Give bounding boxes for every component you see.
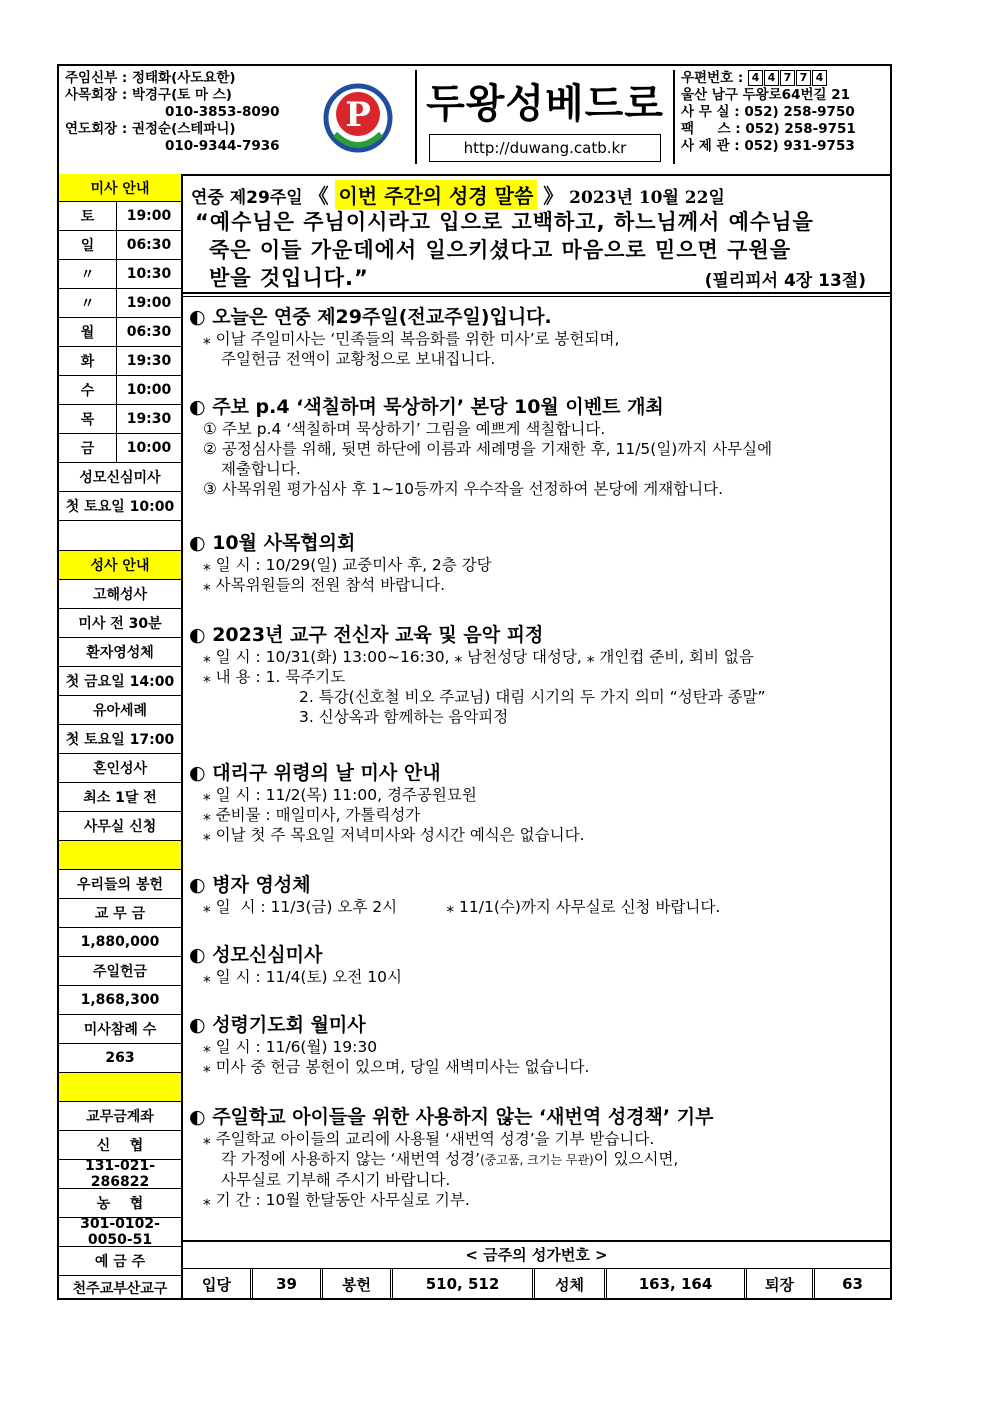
recessional-number: 63 bbox=[842, 1275, 863, 1293]
parish-fee-label: 교 무 금 bbox=[59, 899, 181, 928]
notice-line: ① 주보 p.4 ‘색칠하며 묵상하기’ 그림을 예쁘게 색칠합니다. bbox=[203, 420, 606, 438]
verse-bracket-right: 》 bbox=[543, 184, 564, 208]
mary-mass-time: 첫 토요일 10:00 bbox=[59, 492, 181, 521]
notice-line: ⁎ 미사 중 헌금 봉헌이 있으며, 당일 새벽미사는 없습니다. bbox=[203, 1058, 590, 1076]
notice-line: ⁎ 일 시 : 11/3(금) 오후 2시 ⁎ 11/1(수)까지 사무실로 신청 바랍니다. bbox=[203, 898, 721, 916]
parish-logo-icon bbox=[321, 76, 395, 160]
offering-title: 우리들의 봉헌 bbox=[59, 870, 181, 899]
notice-title: ◐ 병자 영성체 bbox=[189, 874, 311, 896]
memorial-president-phone: 010-9344-7936 bbox=[165, 138, 280, 154]
entrance-label: 입당 bbox=[183, 1268, 253, 1300]
verse-line: “예수님은 주님이시라고 입으로 고백하고, 하느님께서 예수님을 bbox=[195, 210, 814, 234]
confession-time: 미사 전 30분 bbox=[59, 609, 181, 638]
notice-item bbox=[189, 870, 885, 917]
verse-heading bbox=[191, 180, 725, 209]
notice-line: ⁎ 내 용 : 1. 묵주기도 bbox=[203, 668, 346, 686]
hymn-title: < 금주의 성가번호 > bbox=[183, 1240, 890, 1269]
postcode-digit: 7 bbox=[796, 70, 811, 86]
notice-item bbox=[189, 302, 885, 369]
notice-line: ⁎ 일 시 : 11/4(토) 오전 10시 bbox=[203, 968, 402, 986]
notice-title: ◐ 주보 p.4 ‘색칠하며 묵상하기’ 본당 10월 이벤트 개최 bbox=[189, 396, 664, 418]
fax-number: 팩 스 : 052) 258-9751 bbox=[681, 121, 856, 137]
mass-time-row: 〃 10:30 bbox=[59, 260, 181, 289]
notice-line bbox=[189, 1149, 885, 1170]
spacer-row bbox=[59, 521, 181, 551]
notice-line: ⁎ 이날 첫 주 목요일 저녁미사와 성시간 예식은 없습니다. bbox=[203, 826, 585, 844]
account-holder-label: 예 금 주 bbox=[59, 1247, 181, 1276]
notice-title: ◐ 2023년 교구 전신자 교육 및 음악 피정 bbox=[189, 624, 544, 646]
notice-item bbox=[189, 528, 885, 595]
contact-info bbox=[681, 70, 856, 155]
spacer-row bbox=[59, 841, 181, 870]
memorial-president-label: 연도회장 : bbox=[65, 121, 128, 137]
wedding-time: 최소 1달 전 bbox=[59, 783, 181, 812]
spacer-row bbox=[59, 1073, 181, 1102]
notice-text: 각 가정에 사용하지 않는 ‘새번역 성경’ bbox=[221, 1150, 481, 1168]
sunday-offering-value: 1,868,300 bbox=[59, 986, 181, 1015]
hymn-section bbox=[183, 1236, 890, 1300]
bulletin-date: 2023년 10월 22일 bbox=[569, 188, 725, 208]
communion-number: 163, 164 bbox=[607, 1268, 747, 1300]
notice-line: 주일헌금 전액이 교황청으로 보내집니다. bbox=[221, 350, 496, 368]
memorial-president-name: 권정순(스테파니) bbox=[131, 121, 236, 137]
notice-item bbox=[189, 1102, 885, 1210]
hymn-row bbox=[183, 1268, 890, 1300]
offertory-number: 510, 512 bbox=[393, 1268, 535, 1300]
verse-title: 이번 주간의 성경 말씀 bbox=[335, 180, 538, 209]
bank2-account: 301-0102-0050-51 bbox=[59, 1218, 181, 1247]
notice-title: ◐ 성모신심미사 bbox=[189, 944, 323, 966]
account-title: 교무금계좌 bbox=[59, 1102, 181, 1131]
infant-baptism-time: 첫 토요일 17:00 bbox=[59, 725, 181, 754]
infant-baptism-label: 유아세례 bbox=[59, 696, 181, 725]
mass-time-row: 수 10:00 bbox=[59, 376, 181, 405]
notice-title: ◐ 10월 사목협의회 bbox=[189, 532, 356, 554]
sick-communion-time: 첫 금요일 14:00 bbox=[59, 667, 181, 696]
notice-line: 3. 신상옥과 함께하는 음악피정 bbox=[299, 708, 509, 726]
council-president-name: 박경구(토 마 스) bbox=[131, 87, 232, 103]
mass-time-row: 〃 19:00 bbox=[59, 289, 181, 318]
divider bbox=[183, 296, 890, 297]
mass-time-row: 토 19:00 bbox=[59, 202, 181, 231]
notice-line: ⁎ 일 시 : 11/2(목) 11:00, 경주공원묘원 bbox=[203, 786, 477, 804]
mass-time-row: 일 06:30 bbox=[59, 231, 181, 260]
staff-info bbox=[65, 70, 280, 155]
postcode-label: 우편번호 : bbox=[681, 70, 744, 86]
notice-line: ⁎ 이날 주일미사는 ‘민족들의 복음화를 위한 미사’로 봉헌되며, bbox=[203, 330, 620, 348]
sunday-offering-label: 주일헌금 bbox=[59, 957, 181, 986]
verse-reference: (필리피서 4장 13절) bbox=[704, 271, 866, 291]
verse-line: 죽은 이들 가운데에서 일으키셨다고 마음으로 믿으면 구원을 bbox=[209, 238, 792, 262]
communion-label: 성체 bbox=[535, 1268, 607, 1300]
bulletin-frame bbox=[57, 64, 892, 1300]
notice-line: ③ 사목위원 평가심사 후 1~10등까지 우수작을 선정하여 본당에 게재합니다. bbox=[203, 480, 724, 498]
postcode-digit: 4 bbox=[812, 70, 827, 86]
attendance-label: 미사참례 수 bbox=[59, 1015, 181, 1044]
title-box bbox=[415, 70, 675, 164]
notice-line: 제출합니다. bbox=[221, 460, 301, 478]
mass-time-row: 화 19:30 bbox=[59, 347, 181, 376]
notice-item bbox=[189, 758, 885, 845]
mass-time-row: 목 19:30 bbox=[59, 405, 181, 434]
council-president-label: 사목회장 : bbox=[65, 87, 128, 103]
notice-line: ⁎ 준비물 : 매일미사, 가톨릭성가 bbox=[203, 806, 421, 824]
mary-mass-label: 성모신심미사 bbox=[59, 463, 181, 492]
notice-item bbox=[189, 620, 885, 727]
account-holder: 천주교부산교구 bbox=[72, 1281, 168, 1297]
notice-item bbox=[189, 940, 885, 987]
parish-url[interactable]: http://duwang.catb.kr bbox=[429, 134, 661, 162]
address: 울산 남구 두왕로64번길 21 bbox=[681, 87, 851, 103]
recessional-label: 퇴장 bbox=[747, 1268, 815, 1300]
notice-line: 사무실로 기부해 주시기 바랍니다. bbox=[221, 1171, 451, 1189]
notice-line: ② 공정심사를 위해, 뒷면 하단에 이름과 세례명을 기재한 후, 11/5(일)까지 사무실에 bbox=[203, 440, 773, 458]
postcode-digit: 7 bbox=[780, 70, 795, 86]
attendance-value: 263 bbox=[59, 1044, 181, 1073]
sidebar bbox=[59, 174, 183, 1300]
notice-line: ⁎ 기 간 : 10월 한달동안 사무실로 기부. bbox=[203, 1191, 470, 1209]
notice-line: ⁎ 일 시 : 10/29(일) 교중미사 후, 2층 강당 bbox=[203, 556, 492, 574]
notice-note: (중고품, 크기는 무관) bbox=[480, 1153, 594, 1167]
entrance-number: 39 bbox=[253, 1268, 323, 1300]
bank1-label: 신 협 bbox=[59, 1131, 181, 1160]
liturgical-week: 연중 제29주일 bbox=[191, 188, 303, 208]
postcode-digit: 4 bbox=[764, 70, 779, 86]
council-president-phone: 010-3853-8090 bbox=[165, 104, 280, 120]
notice-line: ⁎ 사목위원들의 전원 참석 바랍니다. bbox=[203, 576, 446, 594]
notice-title: ◐ 주일학교 아이들을 위한 사용하지 않는 ‘새번역 성경책’ 기부 bbox=[189, 1106, 714, 1128]
notice-line: ⁎ 주일학교 아이들의 교리에 사용될 ‘새번역 성경’을 기부 받습니다. bbox=[203, 1130, 655, 1148]
postcode-digit: 4 bbox=[748, 70, 763, 86]
sacrament-title: 성사 안내 bbox=[59, 551, 181, 580]
notice-title: ◐ 대리구 위령의 날 미사 안내 bbox=[189, 762, 441, 784]
notice-title: ◐ 성령기도회 월미사 bbox=[189, 1014, 366, 1036]
bulletin-header bbox=[59, 66, 890, 176]
wedding-apply: 사무실 신청 bbox=[59, 812, 181, 841]
main-content bbox=[183, 174, 890, 1300]
notice-line: ⁎ 일 시 : 10/31(화) 13:00~16:30, ⁎ 남천성당 대성당, ⁎ 개인컵 준비, 회비 없음 bbox=[203, 648, 754, 666]
notice-line: 2. 특강(신호철 비오 주교님) 대림 시기의 두 가지 의미 “성탄과 종말” bbox=[299, 688, 766, 706]
svg-text:P: P bbox=[345, 95, 371, 135]
bulletin-title: 두왕성베드로 bbox=[426, 81, 664, 127]
sick-communion-label: 환자영성체 bbox=[59, 638, 181, 667]
rectory-phone: 사 제 관 : 052) 931-9753 bbox=[681, 138, 855, 154]
pastor-label: 주임신부 : bbox=[65, 70, 128, 86]
mass-time-row: 금 10:00 bbox=[59, 434, 181, 463]
notice-text: 이 있으시면, bbox=[593, 1150, 679, 1168]
wedding-label: 혼인성사 bbox=[59, 754, 181, 783]
notice-title: ◐ 오늘은 연중 제29주일(전교주일)입니다. bbox=[189, 306, 552, 328]
confession-label: 고해성사 bbox=[59, 580, 181, 609]
bank1-account: 131-021-286822 bbox=[59, 1160, 181, 1189]
verse-line: 받을 것입니다.” bbox=[209, 266, 369, 290]
office-phone: 사 무 실 : 052) 258-9750 bbox=[681, 104, 855, 120]
notice-item bbox=[189, 1010, 885, 1077]
notice-line: ⁎ 일 시 : 11/6(월) 19:30 bbox=[203, 1038, 378, 1056]
offertory-label: 봉헌 bbox=[323, 1268, 393, 1300]
mass-title: 미사 안내 bbox=[59, 174, 181, 202]
mass-time-row: 월 06:30 bbox=[59, 318, 181, 347]
parish-fee-value: 1,880,000 bbox=[59, 928, 181, 957]
bank2-label: 농 협 bbox=[59, 1189, 181, 1218]
verse-box bbox=[183, 174, 890, 294]
verse-bracket-left: 《 bbox=[308, 184, 329, 208]
pastor-name: 정태화(사도요한) bbox=[131, 70, 236, 86]
notice-item bbox=[189, 392, 885, 499]
